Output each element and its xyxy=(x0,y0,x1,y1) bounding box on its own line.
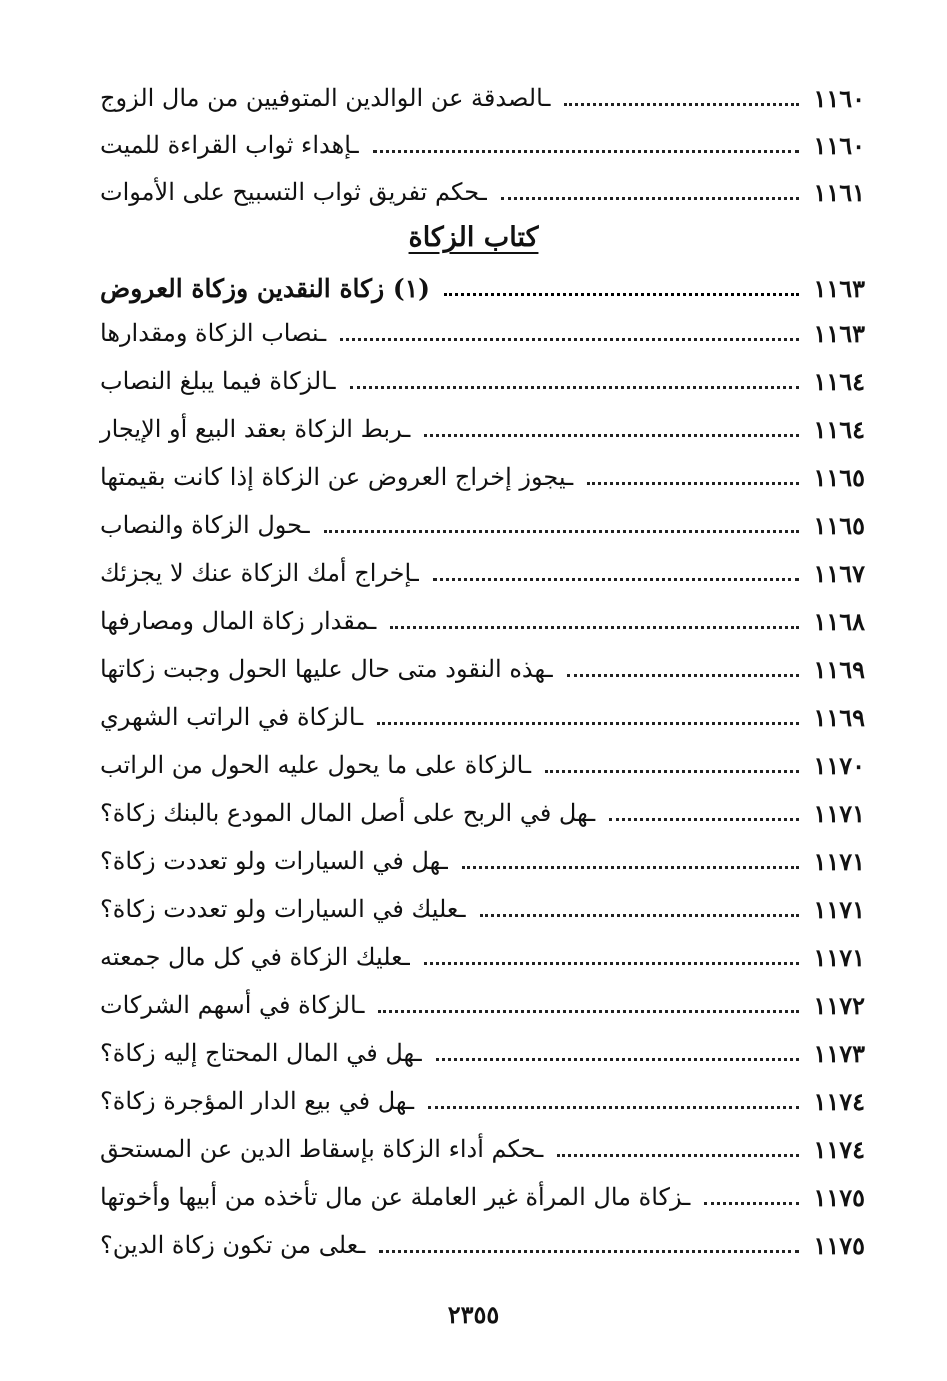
toc-entry-title: ـيجوز إخراج العروض عن الزكاة إذا كانت بقيمتها xyxy=(100,463,574,491)
toc-entry-page: ١١٦٩ xyxy=(813,654,865,684)
toc-entry-title: ـهذه النقود متى حال عليها الحول وجبت زكاتها xyxy=(100,655,553,683)
dot-leader xyxy=(462,866,800,869)
dot-leader xyxy=(428,1106,799,1109)
toc-entry-title: ـهل في بيع الدار المؤجرة زكاة؟ xyxy=(100,1087,414,1115)
toc-entry-title: ـالزكاة في أسهم الشركات xyxy=(100,991,365,1019)
dot-leader xyxy=(436,1058,800,1061)
toc-entry-page: ١١٧٥ xyxy=(813,1230,865,1260)
toc-entry-title: ـحكم تفريق ثواب التسبيح على الأموات xyxy=(100,178,487,206)
toc-entry-page: ١١٧١ xyxy=(813,942,865,972)
toc-entry xyxy=(100,457,865,497)
dot-leader xyxy=(587,482,799,485)
toc-entry xyxy=(100,601,865,641)
toc-entry-title: ـعليك الزكاة في كل مال جمعته xyxy=(100,943,410,971)
toc-entry-title: ـمقدار زكاة المال ومصارفها xyxy=(100,607,377,635)
toc-entry-page: ١١٧٢ xyxy=(813,990,865,1020)
toc-entry-title: ـإخراج أمك الزكاة عنك لا يجزئك xyxy=(100,559,419,587)
toc-entry-title: ـربط الزكاة بعقد البيع أو الإيجار xyxy=(100,415,411,443)
toc-entry-page: ١١٧١ xyxy=(813,894,865,924)
toc-entry-page: ١١٧٣ xyxy=(813,1038,865,1068)
toc-entry xyxy=(100,841,865,881)
dot-leader xyxy=(340,338,799,341)
toc-entry-title: ـالزكاة فيما يبلغ النصاب xyxy=(100,367,336,395)
toc-entry xyxy=(100,125,865,165)
toc-entry xyxy=(100,1081,865,1121)
toc-entry-page: ١١٧٤ xyxy=(813,1134,865,1164)
toc-entry-page: ١١٦٤ xyxy=(813,366,865,396)
toc-entry-title: ـعليك في السيارات ولو تعددت زكاة؟ xyxy=(100,895,466,923)
dot-leader xyxy=(424,962,800,965)
dot-leader xyxy=(501,197,800,200)
chapter-title: (١) زكاة النقدين وزكاة العروض xyxy=(100,273,430,303)
dot-leader xyxy=(377,722,799,725)
toc-entry xyxy=(100,1225,865,1265)
toc-entry xyxy=(100,313,865,353)
toc-entry xyxy=(100,697,865,737)
dot-leader xyxy=(379,1250,799,1253)
toc-entry-page: ١١٦١ xyxy=(813,177,865,207)
toc-entry xyxy=(100,1033,865,1073)
dot-leader xyxy=(433,578,800,581)
toc-entry-title: ـالصدقة عن الوالدين المتوفيين من مال الزوج xyxy=(100,84,551,112)
toc-entry-page: ١١٦٩ xyxy=(813,702,865,732)
toc-entry xyxy=(100,985,865,1025)
toc-entry-page: ١١٦٥ xyxy=(813,510,865,540)
dot-leader xyxy=(557,1154,799,1157)
chapter-entry xyxy=(100,268,865,308)
toc-entry-page: ١١٦٨ xyxy=(813,606,865,636)
dot-leader xyxy=(373,150,800,153)
toc-entry-title: ـنصاب الزكاة ومقدارها xyxy=(100,319,327,347)
toc-entry-page: ١١٦٧ xyxy=(813,558,865,588)
toc-entry-page: ١١٦٤ xyxy=(813,414,865,444)
toc-entry-page: ١١٧١ xyxy=(813,846,865,876)
dot-leader xyxy=(480,914,800,917)
toc-entry-page: ١١٧١ xyxy=(813,798,865,828)
dot-leader xyxy=(444,293,799,296)
toc-entry xyxy=(100,1129,865,1169)
dot-leader xyxy=(567,674,800,677)
dot-leader xyxy=(545,770,799,773)
toc-entry-title: ـحول الزكاة والنصاب xyxy=(100,511,310,539)
toc-entry xyxy=(100,937,865,977)
toc-entry-page: ١١٦٥ xyxy=(813,462,865,492)
toc-entry-title: ـالزكاة في الراتب الشهري xyxy=(100,703,364,731)
toc-entry-title: ـالزكاة على ما يحول عليه الحول من الراتب xyxy=(100,751,532,779)
toc-entry xyxy=(100,1177,865,1217)
toc-entry xyxy=(100,553,865,593)
toc-entry xyxy=(100,505,865,545)
toc-entry-page: ١١٦٠ xyxy=(813,130,865,160)
toc-entry-page: ١١٧٠ xyxy=(813,750,865,780)
dot-leader xyxy=(609,818,799,821)
dot-leader xyxy=(704,1202,799,1205)
section-heading: كتاب الزكاة xyxy=(408,222,539,253)
dot-leader xyxy=(324,530,800,533)
toc-entry-page: ١١٧٥ xyxy=(813,1182,865,1212)
toc-entry-title: ـهل في المال المحتاج إليه زكاة؟ xyxy=(100,1039,422,1067)
chapter-page: ١١٦٣ xyxy=(813,273,865,303)
toc-entry xyxy=(100,889,865,929)
toc-entry-page: ١١٧٤ xyxy=(813,1086,865,1116)
toc-entry xyxy=(100,649,865,689)
dot-leader xyxy=(378,1010,799,1013)
dot-leader xyxy=(564,103,799,106)
toc-entry xyxy=(100,793,865,833)
toc-entry xyxy=(100,78,865,118)
toc-entry-title: ـإهداء ثواب القراءة للميت xyxy=(100,131,359,159)
toc-entry xyxy=(100,361,865,401)
toc-entry-title: ـزكاة مال المرأة غير العاملة عن مال تأخذه من أبيها وأخوتها xyxy=(100,1183,691,1211)
dot-leader xyxy=(350,386,800,389)
dot-leader xyxy=(390,626,799,629)
toc-entry-title: ـعلى من تكون زكاة الدين؟ xyxy=(100,1231,366,1259)
toc-entry-page: ١١٦٠ xyxy=(813,83,865,113)
toc-entry xyxy=(100,172,865,212)
toc-entry-title: ـهل في الربح على أصل المال المودع بالبنك زكاة؟ xyxy=(100,799,596,827)
dot-leader xyxy=(424,434,799,437)
toc-entry xyxy=(100,409,865,449)
toc-entry-title: ـهل في السيارات ولو تعددت زكاة؟ xyxy=(100,847,448,875)
toc-entry-page: ١١٦٣ xyxy=(813,318,865,348)
toc-entry xyxy=(100,745,865,785)
page-number: ٢٣٥٥ xyxy=(447,1300,500,1329)
toc-entry-title: ـحكم أداء الزكاة بإسقاط الدين عن المستحق xyxy=(100,1135,544,1163)
